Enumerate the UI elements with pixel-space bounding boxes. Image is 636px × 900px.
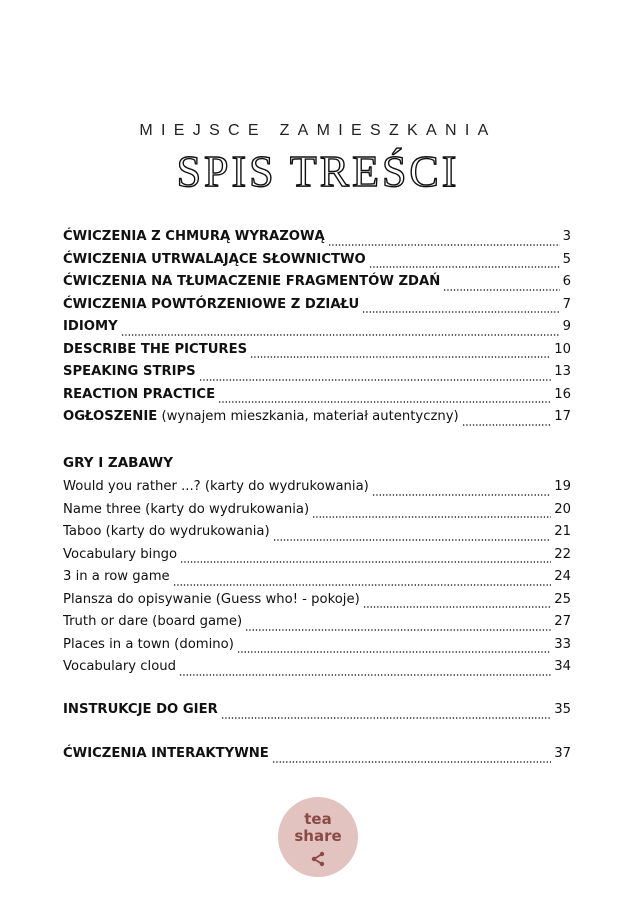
- entry-label: INSTRUKCJE DO GIER: [63, 702, 218, 717]
- entry-label: ĆWICZENIA INTERAKTYWNE: [63, 746, 269, 761]
- dot-leader: [237, 651, 551, 653]
- toc-entry[interactable]: [63, 364, 571, 387]
- dot-leader: [372, 494, 551, 496]
- toc-entry[interactable]: [63, 592, 571, 615]
- tea-share-logo: [278, 797, 358, 877]
- toc-entry[interactable]: [63, 659, 571, 682]
- toc-entry[interactable]: [63, 479, 571, 502]
- toc-entry[interactable]: [63, 319, 571, 342]
- entry-page: 24: [554, 569, 571, 584]
- entry-label: [63, 659, 176, 674]
- toc-entry[interactable]: [63, 342, 571, 365]
- entry-label: [63, 479, 369, 494]
- entry-title: OGŁOSZENIE: [63, 409, 158, 424]
- entry-page: 13: [554, 364, 571, 379]
- dot-leader: [328, 244, 560, 246]
- dot-leader: [173, 584, 552, 586]
- toc-entry[interactable]: [63, 252, 571, 275]
- entry-label: [63, 592, 360, 607]
- toc-entry[interactable]: [63, 524, 571, 547]
- dot-leader: [250, 356, 551, 358]
- share-icon: [310, 851, 326, 867]
- entry-page: 27: [554, 614, 571, 629]
- dot-leader: [272, 761, 551, 763]
- entry-title: ĆWICZENIA NA TŁUMACZENIE FRAGMENTÓW ZDAŃ: [63, 274, 441, 289]
- entry-title: SPEAKING STRIPS: [63, 364, 196, 379]
- entry-label: [63, 274, 440, 289]
- entry-label: [63, 319, 118, 334]
- entry-label: [63, 524, 270, 539]
- dot-leader: [362, 311, 559, 313]
- entry-title: 3 in a row game: [63, 569, 170, 584]
- entry-page: 37: [554, 746, 571, 761]
- entry-label: [63, 502, 309, 517]
- entry-page: 21: [554, 524, 571, 539]
- entry-page: 33: [554, 636, 571, 652]
- entry-title: ĆWICZENIA POWTÓRZENIOWE Z DZIAŁU: [63, 296, 360, 312]
- dot-leader: [363, 606, 551, 608]
- entry-title: ĆWICZENIA Z CHMURĄ WYRAZOWĄ: [63, 229, 325, 244]
- toc-entry[interactable]: [63, 409, 571, 432]
- entry-page: 10: [554, 341, 571, 357]
- entry-title: Would you rather ...? (karty do wydrukowania): [63, 479, 369, 494]
- entry-title: REACTION PRACTICE: [63, 386, 216, 402]
- dot-leader: [273, 539, 552, 541]
- toc-instructions: [63, 702, 571, 725]
- entry-page: 22: [554, 546, 571, 562]
- entry-title: Vocabulary cloud: [63, 659, 177, 674]
- entry-page: 16: [554, 386, 571, 402]
- entry-page: 3: [562, 229, 571, 244]
- entry-page: 20: [554, 501, 571, 517]
- entry-page: 7: [562, 296, 571, 312]
- entry-page: 35: [554, 702, 571, 717]
- toc-entry[interactable]: [63, 274, 571, 297]
- toc-entry[interactable]: [63, 547, 571, 570]
- dot-leader: [312, 516, 551, 518]
- entry-label: [63, 229, 325, 244]
- dot-leader: [121, 334, 560, 336]
- entry-page: 5: [562, 251, 571, 267]
- entry-title: Places in a town (domino): [63, 636, 234, 652]
- toc-main-section: [63, 229, 571, 432]
- entry-label: [63, 637, 234, 652]
- dot-leader: [443, 289, 559, 291]
- dot-leader: [369, 266, 560, 268]
- toc-entry-interactive[interactable]: [63, 746, 571, 769]
- toc-entry[interactable]: [63, 637, 571, 660]
- dot-leader: [218, 401, 551, 403]
- entry-page: 17: [554, 409, 571, 424]
- dot-leader: [462, 424, 552, 426]
- toc-entry[interactable]: [63, 297, 571, 320]
- entry-label: [63, 364, 196, 379]
- toc-entry-instructions[interactable]: [63, 702, 571, 725]
- entry-page: 6: [562, 274, 571, 289]
- entry-label: [63, 342, 247, 357]
- toc-entry[interactable]: [63, 614, 571, 637]
- dot-leader: [179, 674, 551, 676]
- toc-games-section: [63, 455, 571, 682]
- games-heading: GRY I ZABAWY: [63, 455, 173, 471]
- entry-page: 9: [562, 319, 571, 334]
- entry-title: DESCRIBE THE PICTURES: [63, 341, 248, 357]
- logo-line1: tea: [304, 810, 332, 828]
- dot-leader: [221, 717, 551, 719]
- entry-label: [63, 547, 177, 562]
- entry-title: Taboo (karty do wydrukowania): [63, 524, 270, 539]
- dot-leader: [180, 561, 551, 563]
- toc-entry[interactable]: [63, 387, 571, 410]
- dot-leader: [245, 629, 551, 631]
- entry-title: ĆWICZENIA UTRWALAJĄCE SŁOWNICTWO: [63, 251, 366, 267]
- toc-entry[interactable]: [63, 502, 571, 525]
- entry-label: [63, 614, 242, 629]
- dot-leader: [199, 379, 552, 381]
- entry-page: 19: [554, 479, 571, 494]
- page-title: SPIS TREŚCI: [176, 147, 460, 196]
- entry-label: [63, 569, 170, 584]
- entry-title: Plansza do opisywanie (Guess who! - pokoje): [63, 591, 360, 607]
- entry-note: (wynajem mieszkania, materiał autentyczny): [157, 409, 459, 424]
- toc-interactive: [63, 746, 571, 769]
- entry-label: [63, 409, 459, 424]
- logo-line2: share: [294, 827, 342, 845]
- entry-page: 34: [554, 659, 571, 674]
- document-subtitle: MIEJSCE ZAMIESZKANIA: [139, 122, 497, 139]
- entry-label: [63, 252, 366, 267]
- entry-title: Name three (karty do wydrukowania): [63, 501, 310, 517]
- entry-label: [63, 387, 215, 402]
- toc-entry[interactable]: [63, 229, 571, 252]
- entry-title: Vocabulary bingo: [63, 546, 178, 562]
- toc-entry[interactable]: [63, 569, 571, 592]
- entry-page: 25: [554, 591, 571, 607]
- entry-title: Truth or dare (board game): [63, 614, 243, 629]
- entry-title: IDIOMY: [63, 319, 118, 334]
- entry-label: [63, 297, 359, 312]
